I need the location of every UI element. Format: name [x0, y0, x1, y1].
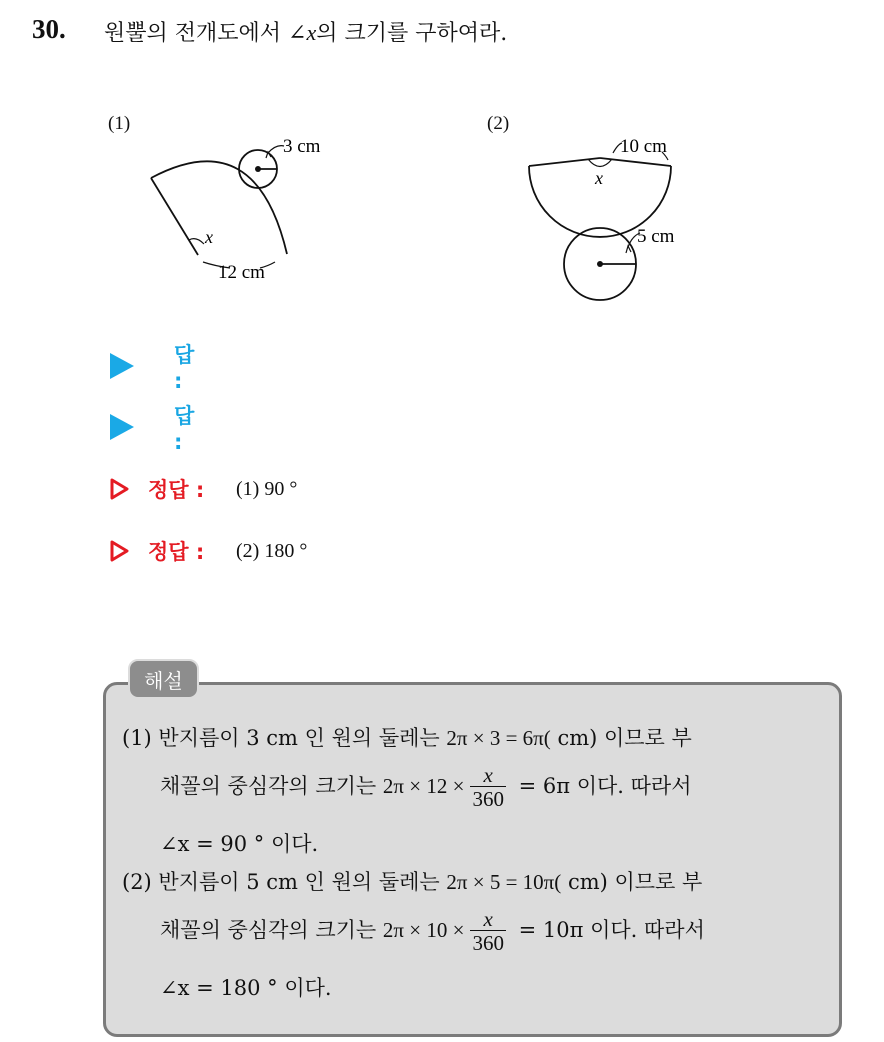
answer-row-1 [110, 343, 195, 393]
solution-text-1: (1) 90 ° [236, 477, 298, 500]
answer-label-2: 답 : [174, 404, 195, 454]
question-var: x [306, 20, 317, 45]
answer-label-1: 답 : [174, 343, 195, 393]
fraction-denominator: 360 [472, 787, 504, 811]
figure1-diagram [140, 138, 340, 288]
question-text-before: 원뿔의 전개도에서 [104, 21, 289, 46]
outline-triangle-icon [110, 478, 129, 500]
explanation-line-4 [122, 866, 702, 896]
solution-text-2: (2) 180 ° [236, 539, 308, 562]
figure2-side-label: 10 cm [620, 136, 667, 157]
figure2-diagram [520, 130, 710, 310]
explanation-line-6 [160, 972, 332, 1002]
explanation-text: ∠x = 180 ° 이다. [160, 976, 332, 1000]
figure1-radius-label: 3 cm [283, 136, 321, 157]
fraction [470, 764, 506, 811]
explanation-line-5 [160, 908, 705, 955]
explanation-line-3 [160, 828, 318, 858]
play-icon [110, 353, 134, 379]
fraction-numerator: x [483, 907, 493, 931]
radius-arrow [626, 246, 631, 253]
solution-label-1: 정답 : [148, 478, 205, 502]
explanation-math: 2π × 12 × [382, 774, 465, 798]
explanation-text: = 10π 이다. 따라서 [511, 918, 705, 942]
explanation-math: 2π × 5 = 10π( [446, 870, 562, 894]
angle-symbol: ∠ [288, 21, 307, 46]
explanation-tag: 해설 [128, 659, 199, 699]
radius-pointer [268, 146, 284, 153]
angle-arc [588, 159, 612, 167]
explanation-text: (1) 반지름이 3 cm 인 원의 둘레는 [122, 726, 447, 750]
sector-top-left [529, 158, 600, 166]
figure2-radius-label: 5 cm [637, 226, 675, 247]
solution-row-1 [110, 471, 298, 507]
explanation-text: = 6π 이다. 따라서 [511, 774, 692, 798]
figure2-angle-label: x [595, 168, 603, 188]
fraction [470, 908, 506, 955]
answer-row-2 [110, 404, 195, 454]
explanation-math: 2π × 10 × [382, 918, 465, 942]
explanation-line-1 [122, 722, 692, 752]
sector-arc [151, 161, 287, 254]
sector-side-left [151, 178, 198, 255]
question-text-after: 의 크기를 구하여라. [316, 21, 508, 46]
figure2-label: (2) [487, 113, 510, 134]
explanation-text: ∠x = 90 ° 이다. [160, 832, 319, 856]
figure1-side-label: 12 cm [218, 262, 265, 283]
figure1-angle-label: x [205, 227, 213, 247]
question-text [104, 16, 507, 47]
explanation-text: (2) 반지름이 5 cm 인 원의 둘레는 [122, 870, 447, 894]
question-number: 30. [32, 14, 66, 44]
solution-label-2: 정답 : [148, 540, 205, 564]
fraction-denominator: 360 [472, 931, 504, 955]
explanation-text: 채꼴의 중심각의 크기는 [160, 774, 383, 798]
explanation-text: cm) 이므로 부 [561, 870, 703, 894]
solution-row-2 [110, 533, 308, 569]
fraction-numerator: x [483, 763, 493, 787]
explanation-text: cm) 이므로 부 [550, 726, 692, 750]
explanation-math: 2π × 3 = 6π( [446, 726, 551, 750]
sector-top-right [600, 158, 671, 166]
outline-triangle-icon [110, 540, 129, 562]
figure1-label: (1) [108, 113, 131, 134]
play-icon [110, 414, 134, 440]
explanation-line-2 [160, 764, 692, 811]
explanation-text: 채꼴의 중심각의 크기는 [160, 918, 383, 942]
